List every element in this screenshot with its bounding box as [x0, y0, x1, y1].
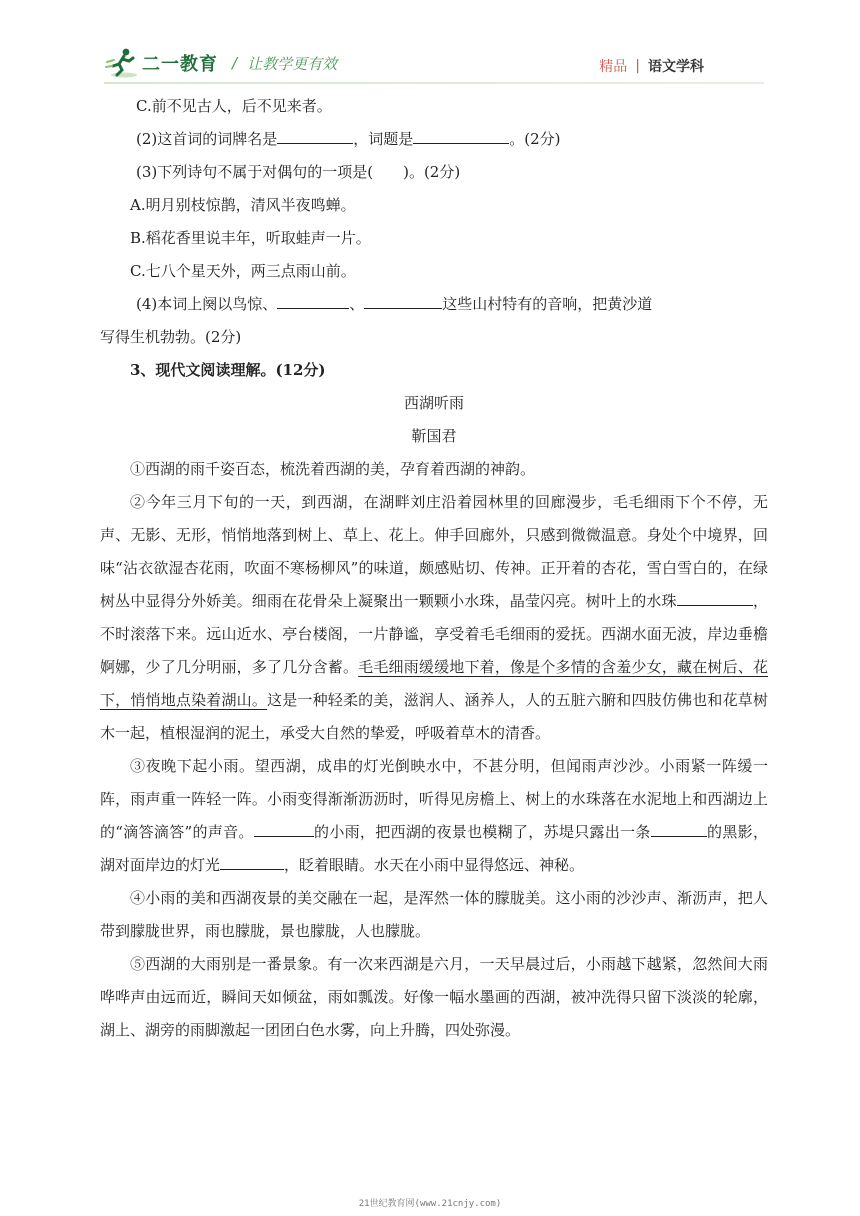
answer-blank [413, 127, 509, 144]
option-b: B.稻花香里说丰年，听取蛙声一片。 [130, 229, 371, 247]
answer-blank [651, 820, 707, 837]
logo [104, 46, 337, 80]
paragraph-2: ②今年三月下旬的一天，到西湖，在湖畔刘庄沿着园林里的回廊漫步，毛毛细雨下个不停，无声、无影、无形，悄悄地落到树上、草上、花上。伸手回廊外，只感到微微温意。身处个中境界，回味“沾衣欲湿杏花雨，吹面不寒杨柳风”的味道，颇感贴切、传神。正开着的杏花，雪白雪白的，在绿树丛中显得分外娇美。细雨在花骨朵上凝聚出一颗颗小水珠，晶莹闪亮。树叶上的水珠 ，不时滚落下来。远山近水、亭台楼阁，一片静谧，享受着毛毛细雨的爱抚。西湖水面无波，岸边垂檐婀娜，少了几分明丽，多了几分含蓄。毛毛细雨缓缓地下着，像是个多情的含羞少女，藏在树后、花下，悄悄地点染着湖山。这是一种轻柔的美，滋润人、涵养人，人的五脏六腑和四肢仿佛也和花草树木一起，植根湿润的泥土，承受大自然的挚爱，呼吸着草木的清香。 [100, 493, 768, 742]
page-footer: 21世纪教育网(www.21cnjy.com) [358, 1199, 502, 1209]
subject-label: 语文学科 [648, 59, 704, 75]
document-body [100, 90, 768, 1047]
page-header [0, 0, 860, 90]
answer-blank [220, 853, 284, 870]
header-divider [104, 82, 764, 84]
paragraph-4: ④小雨的美和西湖夜景的美交融在一起，是浑然一体的朦胧美。这小雨的沙沙声、渐沥声，把人带到朦胧世界，雨也朦胧，景也朦胧，人也朦胧。 [100, 889, 768, 940]
option-c-line: C.前不见古人，后不见来者。 [136, 97, 332, 115]
question-4-cont: 写得生机勃勃。(2分) [100, 328, 242, 346]
article-title: 西湖听雨 [403, 394, 464, 412]
section-heading: 3、现代文阅读理解。(12分) [130, 361, 326, 379]
paragraph-3: ③夜晚下起小雨。望西湖，成串的灯光倒映水中，不甚分明，但闻雨声沙沙。小雨紧一阵缓一阵，雨声重一阵轻一阵。小雨变得渐渐沥沥时，听得见房檐上、树上的水珠落在水泥地上和西湖边上的“滴答滴答”的声音。 的小雨，把西湖的夜景也模糊了，苏堤只露出一条 的黑影，湖对面岸边的灯光 ，眨着眼睛。水天在小雨中显得悠远、神秘。 [100, 757, 768, 874]
question-4: (4)本词上阕以鸟惊、 、 这些山村特有的音响，把黄沙道 [100, 288, 768, 321]
slogan-divider: / [232, 54, 238, 72]
paragraph-5: ⑤西湖的大雨别是一番景象。有一次来西湖是六月，一天早晨过后，小雨越下越紧，忽然间大雨哗哗声由远而近，瞬间天如倾盆，雨如瓢泼。好像一幅水墨画的西湖，被冲洗得只留下淡淡的轮廓，湖上、湖旁的雨脚激起一团团白色水雾，向上升腾，四处弥漫。 [100, 955, 768, 1039]
answer-blank [677, 589, 753, 606]
question-3: (3)下列诗句不属于对偶句的一项是( )。(2分) [136, 163, 461, 181]
quality-badge: 精品 [599, 59, 628, 75]
option-c: C.七八个星天外，两三点雨山前。 [130, 262, 356, 280]
runner-logo-icon [104, 46, 138, 80]
answer-blank [364, 292, 442, 309]
badge-divider: | [635, 58, 640, 74]
question-2: (2)这首词的词牌名是 ，词题是 。(2分) [100, 123, 768, 156]
logo-text: 二一教育 [142, 54, 218, 75]
slogan: 让教学更有效 [247, 54, 338, 73]
answer-blank [277, 292, 349, 309]
option-a: A.明月别枝惊鹊，清风半夜鸣蝉。 [130, 196, 356, 214]
paragraph-1: ①西湖的雨千姿百态，梳洗着西湖的美，孕育着西湖的神韵。 [130, 460, 536, 478]
answer-blank [277, 127, 353, 144]
subject-badge [599, 56, 704, 76]
underlined-sentence: 毛毛细雨缓缓地下着，像是个多情的含羞少女，藏在树后、花下，悄悄地点染着湖山。 [100, 658, 768, 709]
article-author: 靳国君 [411, 427, 457, 445]
answer-blank [254, 820, 314, 837]
